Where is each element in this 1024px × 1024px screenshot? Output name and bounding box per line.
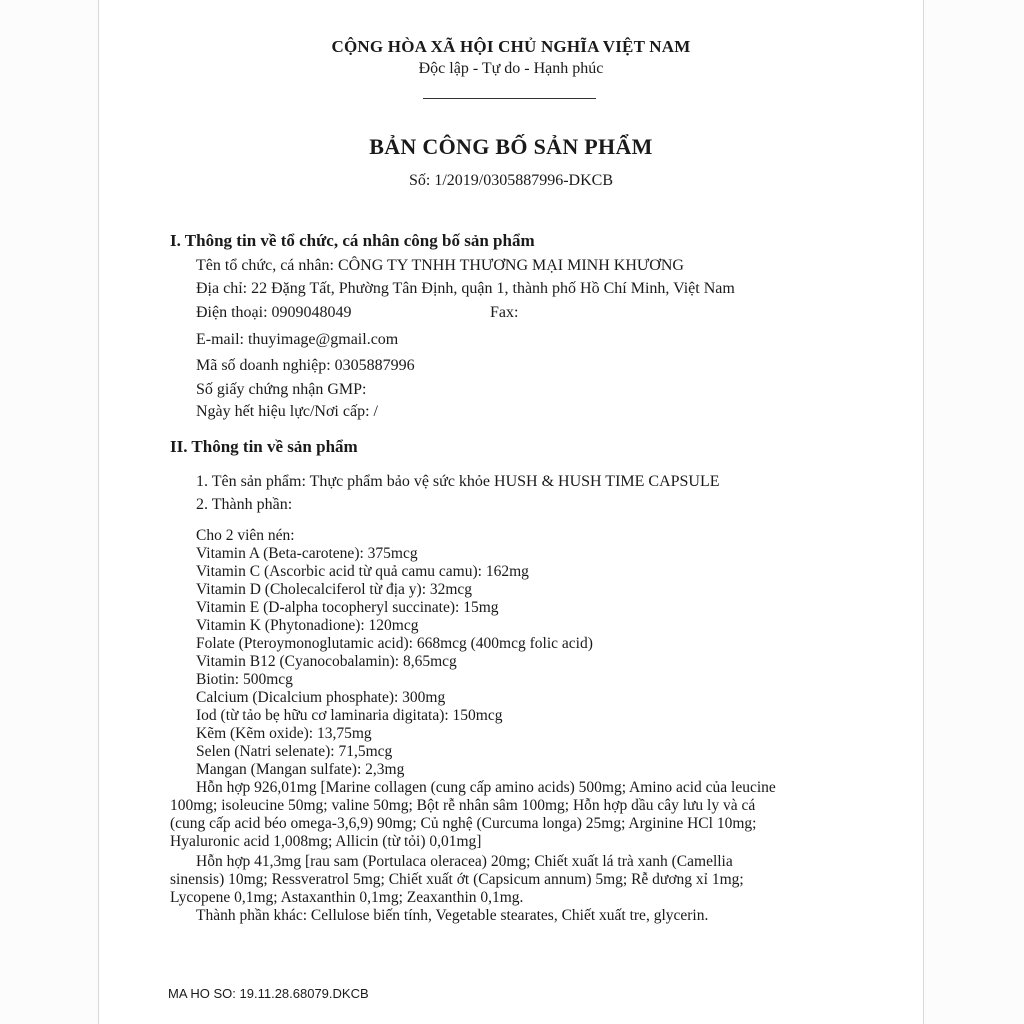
composition-line: sinensis) 10mg; Ressveratrol 5mg; Chiết xuất ớt (Capsicum annum) 5mg; Rễ dương xỉ 1mg; — [170, 871, 744, 888]
composition-line: Hyaluronic acid 1,008mg; Allicin (từ tỏi) 0,01mg] — [170, 833, 482, 850]
composition-line: Vitamin E (D-alpha tocopheryl succinate): 15mg — [196, 599, 499, 616]
document-number: Số: 1/2019/0305887996-DKCB — [408, 172, 613, 189]
header-underline — [423, 98, 596, 99]
composition-line: Vitamin D (Cholecalciferol từ địa y): 32mcg — [196, 581, 473, 598]
composition-line: Vitamin A (Beta-carotene): 375mcg — [196, 545, 418, 562]
composition-line: Hỗn hợp 41,3mg [rau sam (Portulaca oleracea) 20mg; Chiết xuất lá trà xanh (Camellia — [196, 853, 733, 870]
document-title: BẢN CÔNG BỐ SẢN PHẨM — [369, 134, 653, 159]
composition-line: Mangan (Mangan sulfate): 2,3mg — [196, 761, 405, 778]
composition-label: 2. Thành phần: — [196, 496, 293, 513]
composition-line: Iod (từ tảo bẹ hữu cơ laminaria digitata): 150mcg — [196, 707, 503, 724]
section2-heading: II. Thông tin về sản phẩm — [170, 437, 358, 456]
org-name: Tên tổ chức, cá nhân: CÔNG TY TNHH THƯƠNG MẠI MINH KHƯƠNG — [196, 257, 684, 274]
file-code-footer: MA HO SO: 19.11.28.68079.DKCB — [168, 986, 369, 1001]
gmp-expiry: Ngày hết hiệu lực/Nơi cấp: / — [196, 403, 378, 420]
composition-line: Folate (Pteroymonoglutamic acid): 668mcg (400mcg folic acid) — [196, 635, 593, 652]
org-email: E-mail: thuyimage@gmail.com — [196, 331, 399, 348]
composition-line: 100mg; isoleucine 50mg; valine 50mg; Bột rễ nhân sâm 100mg; Hỗn hợp dầu cây lưu ly và cá — [170, 797, 756, 814]
composition-line: Hỗn hợp 926,01mg [Marine collagen (cung cấp amino acids) 500mg; Amino acid của leucine — [196, 779, 776, 796]
national-header: CỘNG HÒA XÃ HỘI CHỦ NGHĨA VIỆT NAM — [331, 37, 691, 56]
right-page-edge — [923, 0, 924, 1024]
org-fax: Fax: — [490, 304, 519, 321]
composition-line: Biotin: 500mcg — [196, 671, 293, 688]
product-name: 1. Tên sản phẩm: Thực phẩm bảo vệ sức khỏe HUSH & HUSH TIME CAPSULE — [196, 473, 720, 490]
composition-line: Vitamin B12 (Cyanocobalamin): 8,65mcg — [196, 653, 457, 670]
composition-line: Vitamin K (Phytonadione): 120mcg — [196, 617, 419, 634]
composition-line: Cho 2 viên nén: — [196, 527, 295, 544]
org-phone: Điện thoại: 0909048049 — [196, 304, 352, 321]
gmp-number: Số giấy chứng nhận GMP: — [196, 381, 367, 398]
composition-line: Selen (Natri selenate): 71,5mcg — [196, 743, 393, 760]
org-address: Địa chỉ: 22 Đặng Tất, Phường Tân Định, quận 1, thành phố Hồ Chí Minh, Việt Nam — [196, 280, 735, 297]
composition-line: Kẽm (Kẽm oxide): 13,75mg — [196, 725, 372, 742]
national-motto: Độc lập - Tự do - Hạnh phúc — [418, 60, 604, 77]
composition-line: Thành phần khác: Cellulose biến tính, Vegetable stearates, Chiết xuất tre, glycerin. — [196, 907, 709, 924]
section1-heading: I. Thông tin về tổ chức, cá nhân công bố sản phẩm — [170, 231, 535, 250]
composition-line: Lycopene 0,1mg; Astaxanthin 0,1mg; Zeaxanthin 0,1mg. — [170, 889, 524, 906]
composition-line: (cung cấp acid béo omega-3,6,9) 90mg; Củ nghệ (Curcuma longa) 25mg; Arginine HCl 10mg; — [170, 815, 757, 832]
composition-line: Vitamin C (Ascorbic acid từ quả camu camu): 162mg — [196, 563, 529, 580]
composition-line: Calcium (Dicalcium phosphate): 300mg — [196, 689, 446, 706]
org-tax-code: Mã số doanh nghiệp: 0305887996 — [196, 357, 415, 374]
